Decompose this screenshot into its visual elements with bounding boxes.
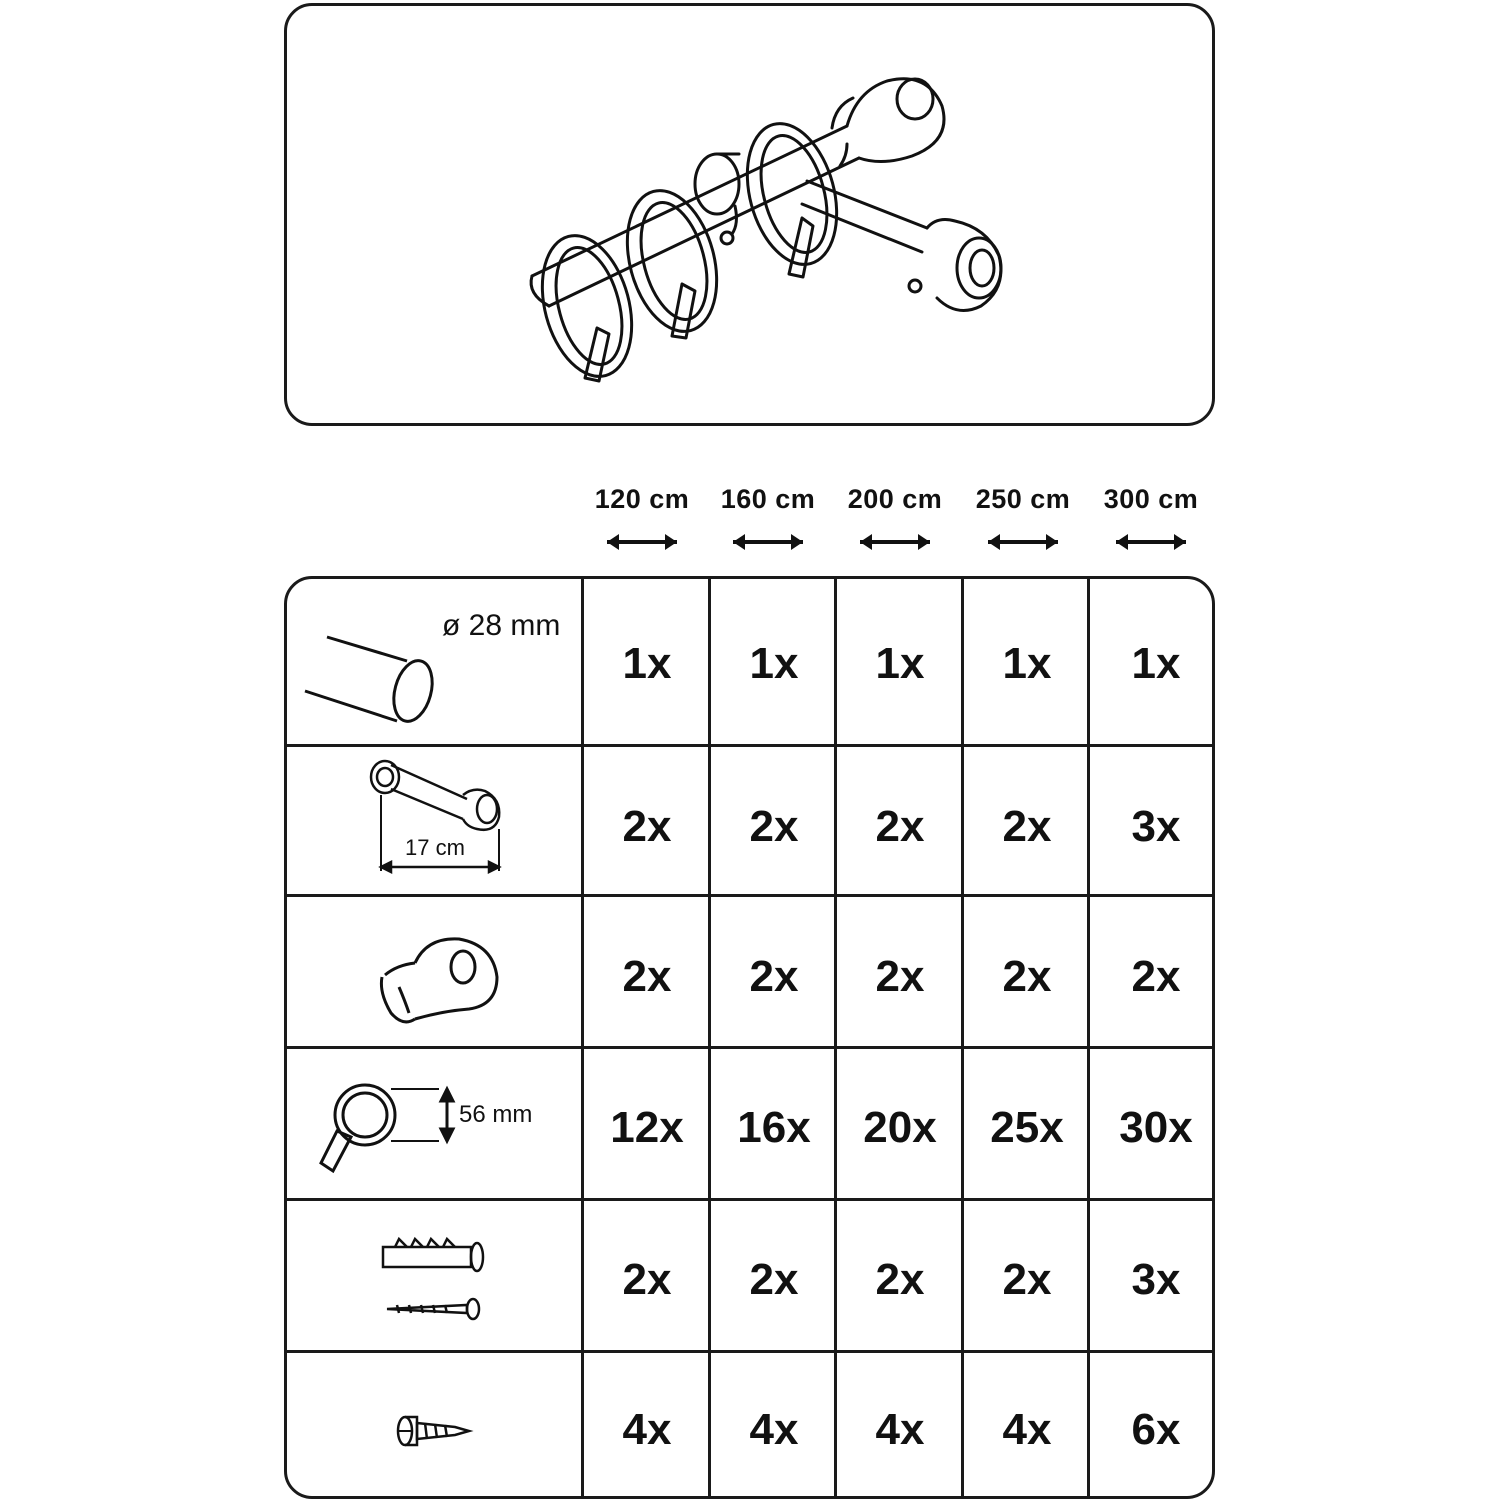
double-arrow-icon [832, 530, 958, 554]
column-header-120: 120 cm [594, 484, 690, 514]
column-header-160: 160 cm [720, 484, 816, 514]
qty-finial-250: 2x [1002, 952, 1052, 1001]
double-arrow-icon [579, 530, 705, 554]
qty-bracket-250: 2x [1002, 802, 1052, 851]
table-row-finial [287, 897, 583, 1046]
qty-plug-250: 2x [1002, 1255, 1052, 1304]
qty-plug-300: 3x [1131, 1255, 1181, 1304]
qty-ring-250: 25x [990, 1103, 1064, 1152]
curtain-rod-assembly-icon [287, 6, 1212, 423]
qty-ring-160: 16x [737, 1103, 811, 1152]
qty-bracket-300: 3x [1131, 802, 1181, 851]
ring-diameter-label: 56 mm [459, 1101, 533, 1128]
rod-diameter-label: ø 28 mm [442, 609, 561, 642]
product-illustration-panel [284, 3, 1215, 426]
qty-set-screw-160: 4x [749, 1405, 799, 1454]
qty-ring-300: 30x [1119, 1103, 1193, 1152]
qty-plug-200: 2x [875, 1255, 925, 1304]
set-screw-icon [287, 1353, 583, 1499]
table-row-set-screw [287, 1353, 583, 1499]
column-header-200: 200 cm [847, 484, 943, 514]
column-header-250: 250 cm [975, 484, 1071, 514]
qty-finial-160: 2x [749, 952, 799, 1001]
qty-set-screw-300: 6x [1131, 1405, 1181, 1454]
table-row-ring [287, 1049, 583, 1198]
rod-icon [287, 579, 583, 744]
qty-rod-160: 1x [749, 639, 799, 688]
table-row-plug-screw [287, 1201, 583, 1350]
parts-table [284, 576, 1215, 1499]
double-arrow-icon [1088, 530, 1214, 554]
wall-plug-and-screw-icon [287, 1201, 583, 1350]
qty-finial-120: 2x [622, 952, 672, 1001]
qty-rod-250: 1x [1002, 639, 1052, 688]
qty-finial-200: 2x [875, 952, 925, 1001]
qty-plug-120: 2x [622, 1255, 672, 1304]
qty-ring-120: 12x [610, 1103, 684, 1152]
wall-bracket-icon [287, 747, 583, 894]
qty-set-screw-200: 4x [875, 1405, 925, 1454]
qty-bracket-120: 2x [622, 802, 672, 851]
finial-icon [287, 897, 583, 1046]
qty-bracket-160: 2x [749, 802, 799, 851]
table-row-rod [287, 579, 583, 744]
qty-bracket-200: 2x [875, 802, 925, 851]
qty-set-screw-120: 4x [622, 1405, 672, 1454]
qty-rod-300: 1x [1131, 639, 1181, 688]
column-header-300: 300 cm [1103, 484, 1199, 514]
qty-rod-200: 1x [875, 639, 925, 688]
table-row-bracket [287, 747, 583, 894]
double-arrow-icon [705, 530, 831, 554]
qty-finial-300: 2x [1131, 952, 1181, 1001]
qty-rod-120: 1x [622, 639, 672, 688]
bracket-length-label: 17 cm [405, 835, 465, 860]
qty-set-screw-250: 4x [1002, 1405, 1052, 1454]
qty-plug-160: 2x [749, 1255, 799, 1304]
curtain-ring-icon [287, 1049, 583, 1198]
double-arrow-icon [960, 530, 1086, 554]
qty-ring-200: 20x [863, 1103, 937, 1152]
